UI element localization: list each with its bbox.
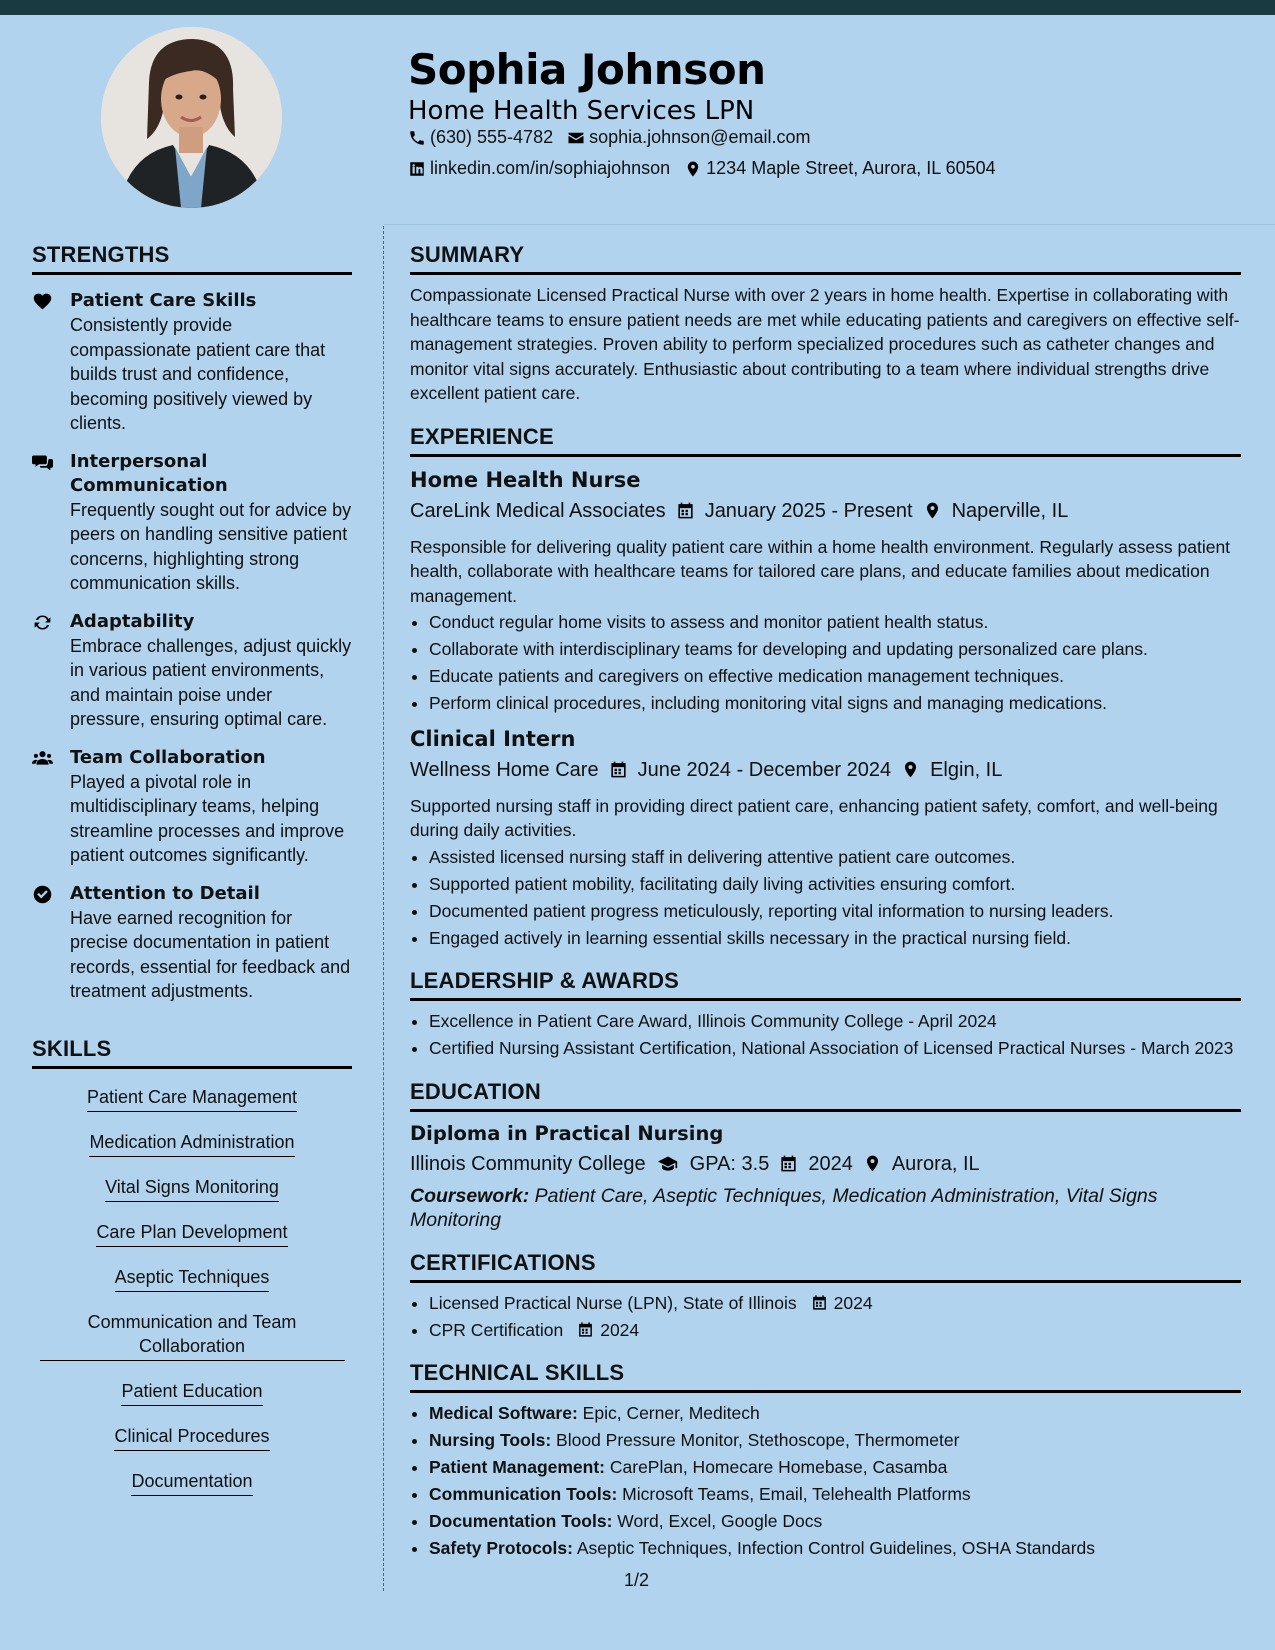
job-bullet: • Educate patients and caregivers on effective medication management techniques.: [429, 664, 1241, 689]
tech-skill-item: [429, 1509, 1241, 1534]
job-bullet: • Conduct regular home visits to assess and monitor patient health status.: [429, 610, 1241, 635]
strength-item: [32, 450, 352, 596]
calendar-icon: [811, 1294, 828, 1311]
coursework-label: Coursework:: [410, 1184, 530, 1207]
strength-title: Team Collaboration: [70, 746, 266, 768]
job-company: CareLink Medical Associates: [410, 499, 666, 522]
job-meta: [410, 495, 1241, 527]
summary-section: [410, 240, 1241, 406]
summary-heading: SUMMARY: [410, 240, 1241, 275]
certifications-heading: CERTIFICATIONS: [410, 1248, 1241, 1283]
sync-icon: [32, 612, 53, 633]
tech-skill-label: Nursing Tools:: [429, 1430, 552, 1450]
tech-skill-value: Epic, Cerner, Meditech: [582, 1403, 760, 1423]
strength-title: Attention to Detail: [70, 882, 260, 904]
map-pin-icon: [863, 1154, 882, 1173]
school-name: Illinois Community College: [410, 1152, 646, 1175]
award-item: • Certified Nursing Assistant Certification, National Association of Licensed Practical Nurses - March 2023: [429, 1036, 1241, 1061]
graduation-cap-icon: [656, 1154, 680, 1174]
education-location: Aurora, IL: [891, 1152, 980, 1175]
tech-skill-value: Blood Pressure Monitor, Stethoscope, Thermometer: [556, 1430, 960, 1450]
header-divider: [384, 224, 1275, 225]
contact-row-2: [408, 158, 996, 179]
job-location: Naperville, IL: [951, 499, 1069, 522]
technical-skills-section: [410, 1358, 1241, 1561]
tech-skill-item: [429, 1536, 1241, 1561]
email-contact[interactable]: [567, 127, 810, 148]
tech-skill-value: Aseptic Techniques, Infection Control Guidelines, OSHA Standards: [576, 1538, 1096, 1558]
strength-title: Interpersonal Communication: [70, 450, 228, 496]
job-bullets: [410, 845, 1241, 951]
certification-name: • Licensed Practical Nurse (LPN), State of Illinois: [429, 1292, 797, 1313]
strength-desc: Consistently provide compassionate patient care that builds trust and confidence, becoming positively viewed by clients.: [70, 315, 326, 433]
strength-item: [32, 746, 352, 868]
skill-item: Communication and Team Collaboration: [40, 1310, 345, 1361]
certification-item: [429, 1291, 1241, 1316]
job-bullet: • Assisted licensed nursing staff in delivering attentive patient care outcomes.: [429, 845, 1241, 870]
strength-desc: Embrace challenges, adjust quickly in various patient environments, and maintain poise under pressure, ensuring optimal care.: [70, 635, 352, 729]
certifications-section: [410, 1248, 1241, 1343]
envelope-icon: [567, 129, 585, 147]
skill-item: Documentation: [131, 1469, 252, 1496]
job-title: Clinical Intern: [410, 726, 576, 751]
candidate-name: Sophia Johnson: [408, 45, 766, 94]
job-title: Home Health Nurse: [410, 467, 641, 492]
experience-heading: EXPERIENCE: [410, 422, 1241, 457]
skills-list: [32, 1085, 352, 1514]
tech-skill-value: Microsoft Teams, Email, Telehealth Platforms: [622, 1484, 971, 1504]
strength-item: [32, 882, 352, 1004]
award-item: • Excellence in Patient Care Award, Illinois Community College - April 2024: [429, 1009, 1241, 1034]
strength-title: Adaptability: [70, 610, 195, 632]
skill-item: Vital Signs Monitoring: [105, 1175, 279, 1202]
education-meta: [410, 1148, 1241, 1180]
strength-item: [32, 610, 352, 732]
calendar-icon: [609, 760, 628, 779]
calendar-icon: [779, 1154, 798, 1173]
experience-section: [410, 422, 1241, 951]
column-divider: [383, 226, 384, 1591]
skill-item: Care Plan Development: [96, 1220, 287, 1247]
tech-skill-value: Word, Excel, Google Docs: [617, 1511, 823, 1531]
tech-skill-label: Communication Tools:: [429, 1484, 618, 1504]
technical-skills-list: [410, 1401, 1241, 1561]
map-pin-icon: [923, 501, 942, 520]
education-year: 2024: [808, 1152, 853, 1175]
tech-skill-item: [429, 1482, 1241, 1507]
awards-heading: LEADERSHIP & AWARDS: [410, 966, 1241, 1001]
map-pin-icon: [901, 760, 920, 779]
job-dates: June 2024 - December 2024: [637, 758, 892, 781]
tech-skill-label: Patient Management:: [429, 1457, 605, 1477]
contact-row-1: [408, 127, 810, 148]
candidate-title: Home Health Services LPN: [408, 96, 755, 126]
certification-year: 2024: [833, 1292, 873, 1313]
summary-text: Compassionate Licensed Practical Nurse with over 2 years in home health. Expertise in collaborating with healthcare teams to ensure patient needs are met while educating patients and caregivers on effective self-management strategies. Proven ability to perform specialized procedures such as catheter changes and monitor vital signs accurately. Enthusiastic about contributing to a team where individual strengths drive excellent patient care.: [410, 285, 1240, 403]
strength-title: Patient Care Skills: [70, 290, 257, 311]
calendar-icon: [676, 501, 695, 520]
tech-skill-item: [429, 1455, 1241, 1480]
certification-name: • CPR Certification: [429, 1319, 564, 1340]
strength-desc: Frequently sought out for advice by peers on handling sensitive patient concerns, highlighting strong communication skills.: [70, 499, 352, 593]
phone-icon: [408, 129, 426, 147]
tech-skill-label: Safety Protocols:: [429, 1538, 573, 1558]
job-bullet: • Collaborate with interdisciplinary teams for developing and updating personalized care plans.: [429, 637, 1241, 662]
comments-icon: [32, 452, 53, 473]
tech-skill-label: Medical Software:: [429, 1403, 578, 1423]
phone-text: (630) 555-4782: [430, 127, 554, 147]
strength-item: [32, 289, 352, 436]
job-bullet: • Supported patient mobility, facilitating daily living activities ensuring comfort.: [429, 872, 1241, 897]
strength-desc: Played a pivotal role in multidisciplinary teams, helping streamline processes and improve patient outcomes significantly.: [70, 771, 345, 865]
coursework: [410, 1184, 1241, 1232]
tech-skill-label: Documentation Tools:: [429, 1511, 613, 1531]
top-accent-bar: [0, 0, 1275, 15]
linkedin-contact[interactable]: [408, 158, 670, 179]
job-meta: [410, 754, 1241, 786]
job-company: Wellness Home Care: [410, 758, 599, 781]
tech-skill-item: [429, 1428, 1241, 1453]
skill-item: Patient Education: [121, 1379, 262, 1406]
skills-heading: SKILLS: [32, 1034, 352, 1069]
job-entry: [410, 465, 1241, 716]
job-description: Supported nursing staff in providing direct patient care, enhancing patient safety, comfort, and well-being during daily activities.: [410, 795, 1218, 840]
tech-skill-value: CarePlan, Homecare Homebase, Casamba: [609, 1457, 948, 1477]
linkedin-icon: [408, 160, 426, 178]
calendar-icon: [577, 1321, 594, 1338]
skill-item: Patient Care Management: [87, 1085, 297, 1112]
check-circle-icon: [32, 884, 53, 905]
tech-skill-item: [429, 1401, 1241, 1426]
skill-item: Clinical Procedures: [114, 1424, 269, 1451]
phone-contact[interactable]: [408, 127, 553, 148]
job-bullet: • Perform clinical procedures, including monitoring vital signs and managing medications.: [429, 691, 1241, 716]
left-column: [32, 240, 352, 1514]
right-column: [410, 240, 1241, 1577]
coursework-list: Patient Care, Aseptic Techniques, Medication Administration, Vital Signs Monitoring: [410, 1184, 1158, 1231]
address-text: 1234 Maple Street, Aurora, IL 60504: [706, 158, 996, 178]
job-description: Responsible for delivering quality patient care within a home health environment. Regularly assess patient health, collaborate with healthcare teams for tailored care plans, and educate families about medication management.: [410, 536, 1231, 606]
technical-skills-heading: TECHNICAL SKILLS: [410, 1358, 1241, 1393]
job-bullets: [410, 610, 1241, 716]
education-heading: EDUCATION: [410, 1077, 1241, 1112]
certification-year: 2024: [600, 1319, 640, 1340]
linkedin-text: linkedin.com/in/sophiajohnson: [430, 158, 671, 178]
map-pin-icon: [684, 160, 702, 178]
job-bullet: • Documented patient progress meticulously, reporting vital information to nursing leaders.: [429, 899, 1241, 924]
strengths-heading: STRENGTHS: [32, 240, 352, 275]
degree-title: Diploma in Practical Nursing: [410, 1121, 724, 1145]
job-dates: January 2025 - Present: [704, 499, 913, 522]
skill-item: Aseptic Techniques: [115, 1265, 270, 1292]
job-location: Elgin, IL: [930, 758, 1003, 781]
strength-desc: Have earned recognition for precise documentation in patient records, essential for feedback and treatment adjustments.: [70, 907, 351, 1001]
page-number: 1/2: [624, 1570, 650, 1590]
users-icon: [32, 748, 53, 769]
profile-photo: [101, 27, 282, 208]
address-contact: [684, 158, 996, 179]
education-section: [410, 1077, 1241, 1232]
skill-item: Medication Administration: [89, 1130, 294, 1157]
email-text: sophia.johnson@email.com: [589, 127, 811, 147]
gpa: GPA: 3.5: [689, 1152, 770, 1175]
heart-icon: [32, 291, 53, 312]
certification-item: [429, 1318, 1241, 1343]
awards-section: [410, 966, 1241, 1061]
certifications-list: [410, 1291, 1241, 1343]
awards-list: [410, 1009, 1241, 1061]
job-bullet: • Engaged actively in learning essential skills necessary in the practical nursing field.: [429, 926, 1241, 951]
job-entry: [410, 724, 1241, 951]
